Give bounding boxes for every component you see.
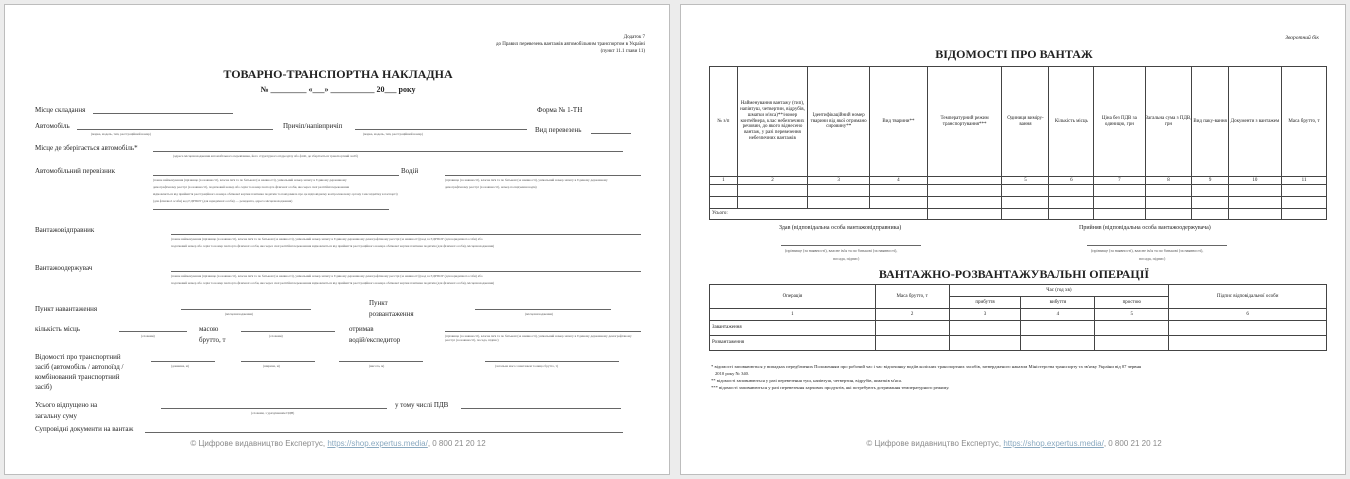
car-hint: (марка, модель, тип, реєстраційний номер) (91, 132, 151, 136)
vat-field[interactable] (461, 408, 621, 409)
vehicle-info-label-2: засіб (автомобіль / автопоїзд / (35, 363, 124, 371)
operations-header-row (710, 285, 1327, 297)
vehicle-mass-hint: (загальна маса з вантажем та якщо брутто, т) (495, 364, 559, 368)
places-label: кількість місць (35, 325, 80, 333)
operations-number-cell: 5 (1095, 309, 1169, 321)
operations-header-downtime: простою (1095, 297, 1169, 309)
footer (5, 439, 671, 448)
unloading-point-label-1: Пункт (369, 299, 388, 307)
loading-point-field[interactable] (181, 309, 311, 310)
storage-field[interactable] (153, 151, 623, 152)
carrier-label: Автомобільний перевізник (35, 167, 115, 175)
waybill-back-page (680, 4, 1346, 475)
places-hint: (словами) (141, 334, 155, 338)
operations-row-label: Завантаження (710, 321, 876, 336)
vehicle-info-label-1: Відомості про транспортний (35, 353, 121, 361)
operations-header-departure: вибуття (1021, 297, 1095, 309)
document-title: ТОВАРНО-ТРАНСПОРТНА НАКЛАДНА (223, 67, 453, 81)
place-label: Місце складання (35, 106, 86, 114)
handed-label: Здав (відповідальна особа вантажовідправника) (779, 225, 902, 231)
handed-hint-1: (прізвище (за наявності), власне ім'я та по батькові (за наявності), (785, 248, 898, 253)
operations-row-unloading[interactable] (710, 336, 1327, 351)
carrier-field-2[interactable] (153, 209, 389, 210)
footer-prefix: © Цифрове видавництво Експертус, (866, 439, 1002, 448)
transport-type-label: Вид перевезень (535, 126, 582, 134)
accepted-signature-field[interactable] (1087, 245, 1227, 246)
cargo-header-cell: Температурний режим транспортування*** (927, 67, 1002, 177)
operations-section-title: ВАНТАЖНО-РОЗВАНТАЖУВАЛЬНІ ОПЕРАЦІЇ (878, 267, 1150, 281)
operations-number-cell: 4 (1021, 309, 1095, 321)
note-3: *** відомості заповнюються у разі перевезення харчових продуктів, які потребують дотримання температурного режиму. (711, 385, 950, 390)
appendix-line-1: Додаток 7 (623, 35, 645, 40)
consignee-hint-2: податковий номер або серія та номер паспорта фізичної особи, яка через свої релігійні переконання відмовляється від прийняття реєстраційного номера облікової картки платника податків (для фізичної особи), місцезнаходження) (171, 281, 495, 285)
cargo-number-cell: 11 (1282, 177, 1327, 185)
carrier-hint-2: демографічному реєстрі (за наявності), податковий номер або серія та номер паспорта фізичної особи, яка через свої релігійні переконання (153, 185, 350, 189)
accepted-hint-1: (прізвище (за наявності), власне ім'я та по батькові (за наявності), (1091, 248, 1204, 253)
consignee-field[interactable] (171, 271, 641, 272)
cargo-header-cell: Найменування вантажу (тип), напівтуш, четвертин, відрубів, шматки м'яса)**/номер контейнера, клас небезпечних речовин, до якого віднесено вантаж, у разі перевезення небезпечних вантажів (737, 67, 807, 177)
storage-label: Місце де зберігається автомобіль* (35, 144, 138, 152)
operations-header-signature: Підпис відповідальної особи (1169, 285, 1327, 309)
vehicle-width-field[interactable] (241, 361, 315, 362)
cargo-header-cell: Вид паку-вання (1192, 67, 1228, 177)
handed-hint-2: посада, підпис) (833, 256, 860, 261)
consignor-hint-2: податковий номер або серія та номер паспорта фізичної особи, яка через свої релігійні переконання відмовляється від прийняття реєстраційного номера облікової картки платника податків (для фізичної особи), місцезнаходження) (171, 244, 495, 248)
waybill-front-page (4, 4, 670, 475)
consignee-hint-1: (повне найменування (прізвище (за наявності), власне ім'я та по батькові (за наявності), унікальний номер запису в Єдиному державному демографічному реєстрі (за наявності)) код за ЄДРПОУ (для юридичної особи) або (171, 274, 483, 278)
operations-row-loading[interactable] (710, 321, 1327, 336)
operations-header-operation: Операція (710, 285, 876, 309)
driver-field[interactable] (445, 175, 641, 176)
cargo-number-cell: 9 (1192, 177, 1228, 185)
operations-header-time: Час (год хв) (949, 285, 1169, 297)
cargo-number-cell: 8 (1145, 177, 1192, 185)
vat-label: у тому числі ПДВ (395, 401, 449, 409)
vehicle-info-label-3: комбінований транспортний (35, 373, 120, 381)
cargo-empty-row[interactable] (710, 185, 1327, 197)
cargo-total-label: Усього: (710, 209, 928, 220)
footer-link[interactable]: https://shop.expertus.media/ (1003, 439, 1104, 448)
consignor-hint-1: (повне найменування (прізвище (за наявності), власне ім'я та по батькові (за наявності), унікальний номер запису в Єдиному державному демографічному реєстрі (за наявності)) код за ЄДРПОУ (для юридичної особи) або (171, 237, 483, 241)
loading-point-hint: (місцезнаходження) (225, 312, 253, 316)
received-label-2: водій/експедитор (349, 336, 401, 344)
reverse-side-label: Зворотний бік (1285, 35, 1319, 41)
total-label-2: загальну суму (35, 412, 77, 420)
operations-table (709, 284, 1327, 351)
driver-hint-1: (прізвище (за наявності), власне ім'я та по батькові (за наявності), унікальний номер запису в Єдиному державному (445, 178, 608, 182)
appendix-line-3: (пункт 11.1 глави 11) (600, 49, 645, 54)
note-1: * відомості заповнюються у випадках передбачених Положенням про робочий час і час відпочинку водіїв колісних транспортних засобів, затвердженого наказом Міністерства транспорту та зв'язку України від 07 червня (711, 364, 1142, 369)
cargo-header-cell: Ціна без ПДВ за одиницю, грн (1094, 67, 1145, 177)
consignor-field[interactable] (171, 234, 641, 235)
trailer-hint: (марка, модель, тип, реєстраційний номер) (363, 132, 423, 136)
trailer-label: Причіп/напівпричіп (283, 122, 343, 130)
note-2: ** відомості заповнюються у разі перевезення туш, напівтуш, четвертин, відрубів, шматків м'яса. (711, 378, 903, 383)
unloading-point-field[interactable] (475, 309, 611, 310)
operations-header-arrival: прибуття (949, 297, 1021, 309)
note-1-continued: 2010 року № 340. (715, 371, 750, 376)
operations-number-cell: 2 (875, 309, 949, 321)
unloading-point-label-2: розвантаження (369, 310, 414, 318)
footer-prefix: © Цифрове видавництво Експертус, (190, 439, 326, 448)
cargo-number-cell: 3 (808, 177, 870, 185)
cargo-header-cell: Ідентифікаційний номер тварини від якої отримано сировину** (808, 67, 870, 177)
vehicle-height-field[interactable] (339, 361, 423, 362)
mass-field[interactable] (241, 331, 335, 332)
cargo-header-cell: Маса брутто, т (1282, 67, 1327, 177)
vehicle-info-label-4: засіб) (35, 383, 52, 391)
received-label-1: отримав (349, 325, 374, 333)
car-label: Автомобіль (35, 122, 70, 130)
cargo-header-cell: Вид тварини** (870, 67, 928, 177)
cargo-number-cell: 6 (1049, 177, 1094, 185)
total-field[interactable] (161, 408, 387, 409)
mass-label-2: брутто, т (199, 336, 226, 344)
accepted-label: Прийняв (відповідальна особа вантажоодержувача) (1079, 225, 1211, 231)
carrier-hint-1: (повне найменування (прізвище (за наявності), власне ім'я та по батькові (за наявності), унікальний номер запису в Єдиному державному (153, 178, 347, 182)
docs-label: Супровідні документи на вантаж (35, 425, 134, 433)
total-hint: (словами, з урахуванням ПДВ) (251, 411, 295, 415)
cargo-number-cell: 4 (870, 177, 928, 185)
cargo-number-cell (927, 177, 1002, 185)
vehicle-length-field[interactable] (151, 361, 215, 362)
cargo-header-cell: Документи з вантажем (1228, 67, 1281, 177)
cargo-total-row (710, 209, 1327, 220)
carrier-hint-3: відмовляється від прийняття реєстраційного номера облікової картки платника податків та повідомила про це відповідному контролюючому органу і має відмітку в паспорті) (153, 192, 398, 196)
operations-number-cell: 1 (710, 309, 876, 321)
received-hint: (прізвище (за наявності), власне ім'я та по батькові (за наявності), унікальний номер запису в Єдиному державному демографічному реєстрі (за наявності), посада, підпис) (445, 334, 632, 342)
vehicle-height-hint: (висота, м) (369, 364, 385, 368)
received-field[interactable] (445, 331, 641, 332)
car-field[interactable] (77, 129, 273, 130)
mass-label-1: масою (199, 325, 219, 333)
cargo-table (709, 66, 1327, 220)
form-label: Форма № 1-ТН (537, 106, 583, 114)
operations-row-label: Розвантаження (710, 336, 876, 351)
appendix-line-2: до Правил перевезень вантажів автомобільним транспортом в Україні (496, 42, 645, 47)
vehicle-length-hint: (довжина, м) (171, 364, 189, 368)
driver-label: Водій (401, 167, 419, 175)
operations-header-mass: Маса брутто, т (875, 285, 949, 309)
places-field[interactable] (119, 331, 187, 332)
accepted-hint-2: посада, підпис) (1139, 256, 1166, 261)
cargo-number-cell: 5 (1002, 177, 1049, 185)
total-label-1: Усього відпущено на (35, 401, 98, 409)
cargo-header-cell: Кількість місць (1049, 67, 1094, 177)
storage-hint: (адреса місцезнаходження автомобільного перевізника, його структурного підрозділу або філії, де зберігається транспортний засіб) (173, 154, 359, 158)
docs-field[interactable] (145, 432, 623, 433)
cargo-header-cell: Загальна сума з ПДВ, грн (1145, 67, 1192, 177)
operations-number-row (710, 309, 1327, 321)
operations-number-cell: 6 (1169, 309, 1327, 321)
trailer-field[interactable] (355, 129, 527, 130)
loading-point-label: Пункт навантаження (35, 305, 98, 313)
driver-hint-2: демографічному реєстрі (за наявності), номер посвідчення водія) (445, 185, 537, 189)
cargo-header-cell: Одиниця виміру-вання (1002, 67, 1049, 177)
footer (681, 439, 1347, 448)
cargo-section-title: ВІДОМОСТІ ПРО ВАНТАЖ (935, 47, 1093, 61)
footer-phone: , 0 800 21 20 12 (1103, 439, 1162, 448)
cargo-header-cell: № з/п (710, 67, 738, 177)
cargo-number-row (710, 177, 1327, 185)
handed-signature-field[interactable] (781, 245, 921, 246)
vehicle-mass-field[interactable] (485, 361, 619, 362)
cargo-number-cell: 2 (737, 177, 807, 185)
footer-phone: , 0 800 21 20 12 (427, 439, 486, 448)
consignee-label: Вантажоодержувач (35, 264, 93, 272)
carrier-field[interactable] (153, 175, 399, 176)
operations-number-cell: 3 (949, 309, 1021, 321)
vehicle-width-hint: (ширина, м) (263, 364, 280, 368)
document-number-line: № _________ «___» ___________ 20___ року (260, 85, 416, 94)
transport-type-field[interactable] (591, 133, 631, 134)
unloading-point-hint: (місцезнаходження) (525, 312, 553, 316)
footer-link[interactable]: https://shop.expertus.media/ (327, 439, 428, 448)
consignor-label: Вантажовідправник (35, 226, 95, 234)
cargo-number-cell: 10 (1228, 177, 1281, 185)
cargo-empty-row[interactable] (710, 197, 1327, 209)
cargo-header-row (710, 67, 1327, 177)
carrier-hint-4: (для фізичної особи) код ЄДРПОУ (для юридичної особи) — резидента, адреса місцезнаходження) (153, 199, 293, 203)
cargo-number-cell: 1 (710, 177, 738, 185)
place-field[interactable] (93, 113, 233, 114)
cargo-number-cell: 7 (1094, 177, 1145, 185)
mass-hint: (словами) (269, 334, 283, 338)
